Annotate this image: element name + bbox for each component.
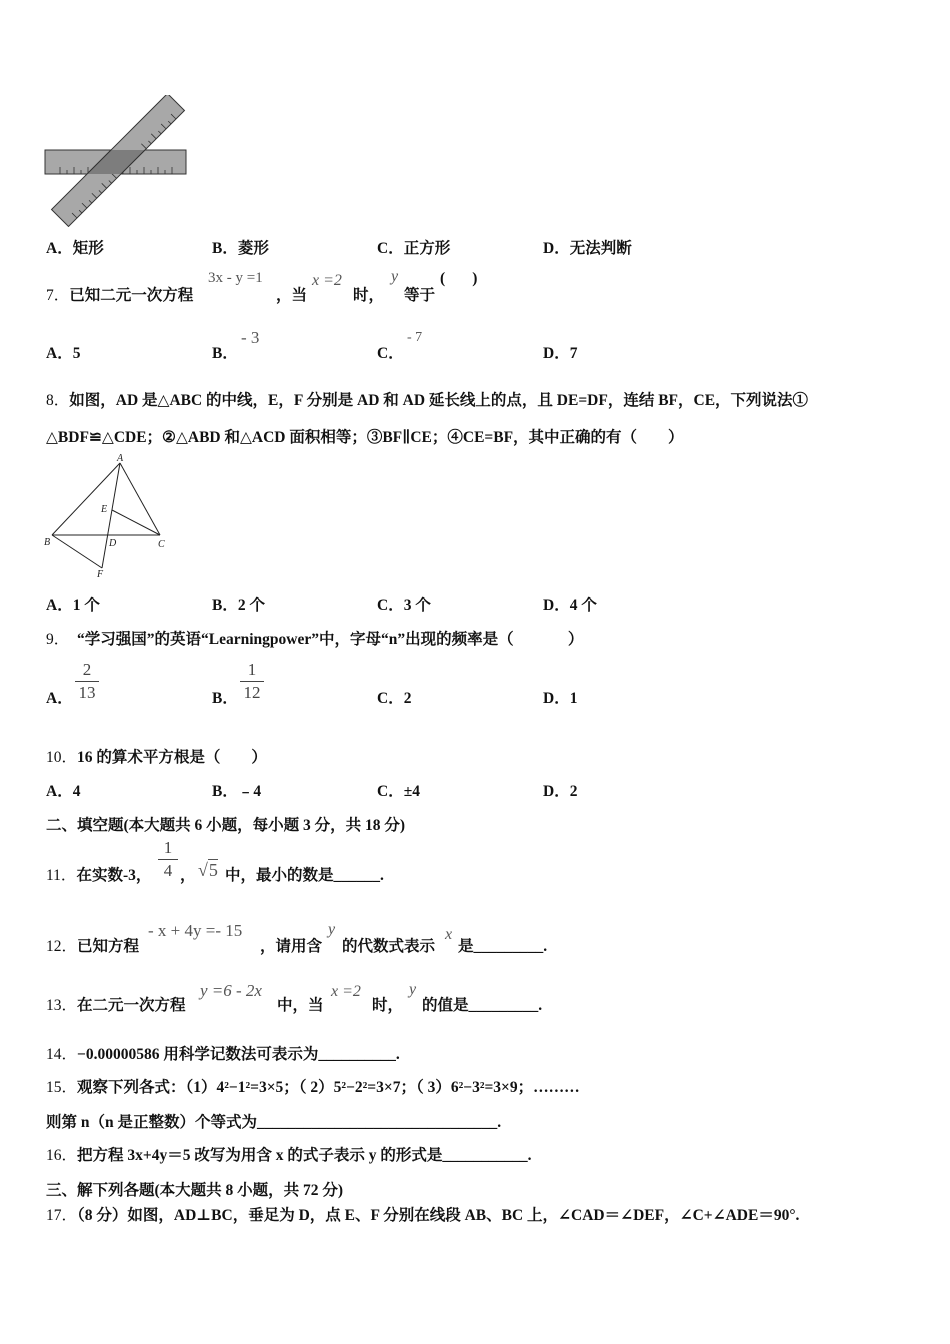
q14-text: 14．−0.00000586 用科学记数法可表示为__________.	[46, 1046, 400, 1063]
q17-text: 17．（8 分）如图，AD⊥BC，垂足为 D，点 E、F 分别在线段 AB、BC 上，∠CAD＝∠DEF，∠C+∠ADE＝90°.	[46, 1207, 800, 1224]
label-b: B	[44, 537, 51, 548]
q9-stem: 9． “学习强国”的英语“Learningpower”中，字母“n”出现的频率是（ ）	[46, 631, 584, 648]
q7-option-d: D．7	[543, 345, 578, 362]
label-f: F	[97, 569, 104, 580]
q11-part2: 中，最小的数是______.	[225, 867, 384, 884]
q13-part2: 中，当	[277, 997, 324, 1014]
q8-option-a: A．1 个	[46, 597, 100, 614]
q9-option-c: C．2	[377, 690, 412, 707]
q9-option-a-fraction	[75, 660, 99, 703]
ruler-figure	[40, 95, 195, 227]
section-2-heading: 二、填空题(本大题共 6 小题，每小题 3 分，共 18 分)	[46, 817, 406, 834]
q12-var-y: y	[328, 921, 336, 938]
q15-line2: 则第 n（n 是正整数）个等式为_______________________________.	[46, 1114, 502, 1131]
q12-part3: 的代数式表示	[342, 938, 436, 955]
q13-part3: 时，	[372, 997, 404, 1014]
label-e: E	[101, 504, 108, 515]
q7-condition: x =2	[312, 272, 342, 289]
q12-part4: 是_________.	[458, 938, 548, 955]
q6-option-c: C．正方形	[377, 240, 451, 257]
q8-option-b: B．2 个	[212, 597, 265, 614]
q8-line2: △BDF≌△CDE；②△ABD 和△ACD 面积相等；③BF∥CE；④CE=BF，其中正确的有（ ）	[46, 429, 684, 446]
q8-option-c: C．3 个	[377, 597, 431, 614]
q9-option-d: D．1	[543, 690, 578, 707]
q15-line1: 15．观察下列各式：（1）4²−1²=3×5；（ 2）5²−2²=3×7；（ 3）6²−3²=3×9；………	[46, 1079, 580, 1096]
q11-sqrt: √5	[198, 860, 218, 880]
q16-text: 16．把方程 3x+4y＝5 改写为用含 x 的式子表示 y 的形式是___________.	[46, 1147, 532, 1164]
q12-part1: 12．已知方程	[46, 938, 140, 955]
segment-bf	[52, 535, 102, 568]
q7-stem-start: 7．已知二元一次方程	[46, 287, 194, 304]
q9-b-denominator: 12	[243, 683, 261, 702]
section-3-heading: 三、解下列各题(本大题共 8 小题，共 72 分)	[46, 1182, 344, 1199]
q9-a-denominator: 13	[78, 683, 96, 702]
q11-fraction	[158, 838, 178, 881]
q11-comma: ，	[180, 867, 196, 884]
q7-option-c-value: - 7	[407, 330, 423, 345]
q13-equation: y =6 - 2x	[200, 981, 262, 1000]
q10-option-d: D．2	[543, 783, 578, 800]
q13-var-y: y	[409, 981, 417, 998]
q6-option-b: B．菱形	[212, 240, 269, 257]
q7-equation: 3x - y =1	[208, 270, 263, 286]
q6-option-d: D．无法判断	[543, 240, 632, 257]
q13-part4: 的值是_________.	[422, 997, 543, 1014]
q10-option-a: A．4	[46, 783, 81, 800]
q9-a-numerator: 2	[82, 660, 92, 679]
q9-option-b-fraction	[240, 660, 264, 703]
q11-part1: 11．在实数-3，	[46, 867, 152, 884]
q7-option-c-letter: C．	[377, 345, 404, 362]
q10-option-c: C．±4	[377, 783, 420, 800]
q7-shi: 时，	[353, 287, 385, 304]
q7-var-y: y	[391, 268, 399, 285]
q7-when: ，当	[276, 287, 308, 304]
q10-stem: 10．16 的算术平方根是（ ）	[46, 749, 267, 766]
q11-denominator: 4	[163, 861, 173, 880]
q11-numerator: 1	[163, 838, 173, 857]
q11-sqrt-value: 5	[208, 860, 218, 880]
label-d: D	[109, 538, 117, 549]
label-c: C	[158, 539, 165, 550]
q12-equation: - x + 4y =- 15	[148, 921, 243, 940]
q9-option-a-letter: A．	[46, 690, 73, 707]
label-a: A	[117, 453, 124, 464]
q8-line1: 8．如图，AD 是△ABC 的中线，E，F 分别是 AD 和 AD 延长线上的点，且 DE=DF，连结 BF，CE，下列说法①	[46, 392, 809, 409]
q8-triangle-figure	[40, 452, 175, 582]
q7-option-b-letter: B．	[212, 345, 238, 362]
q13-condition: x =2	[331, 983, 361, 1000]
q8-option-d: D．4 个	[543, 597, 597, 614]
q6-option-a: A．矩形	[46, 240, 104, 257]
q7-option-a: A．5	[46, 345, 81, 362]
q7-option-b-value: - 3	[241, 328, 260, 347]
q9-b-numerator: 1	[247, 660, 257, 679]
q10-option-b: B．﹣4	[212, 783, 262, 800]
q12-part2: ，请用含	[260, 938, 323, 955]
q7-paren: ( )	[440, 270, 478, 287]
q12-var-x: x	[445, 926, 453, 943]
q7-equals-to: 等于	[404, 287, 436, 304]
q9-option-b-letter: B．	[212, 690, 238, 707]
q13-part1: 13．在二元一次方程	[46, 997, 186, 1014]
